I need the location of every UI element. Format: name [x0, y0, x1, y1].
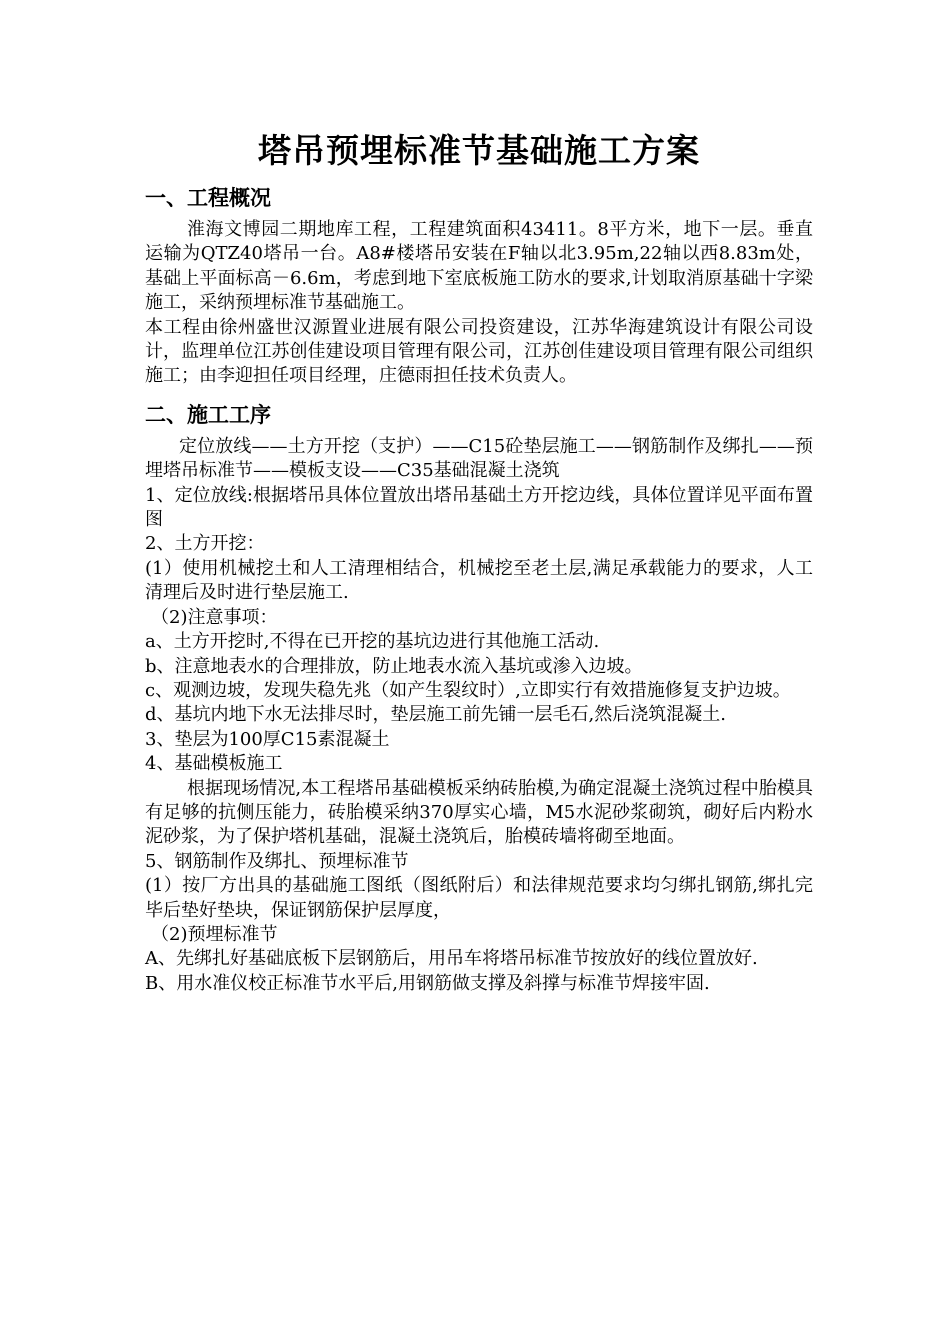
section-heading-procedure: 二、施工工序	[145, 402, 271, 427]
procedure-paragraph: 定位放线——土方开挖（支护）——C15砼垫层施工——钢筋制作及绑扎——预埋塔吊标准节——模板支设——C35基础混凝土浇筑	[145, 435, 813, 482]
document-title: 塔吊预埋标准节基础施工方案	[258, 131, 700, 170]
procedure-paragraph: d、基坑内地下水无法排尽时，垫层施工前先铺一层毛石,然后浇筑混凝土.	[145, 704, 726, 726]
procedure-paragraph: a、土方开挖时,不得在已开挖的基坑边进行其他施工活动.	[145, 631, 600, 653]
procedure-paragraph: 根据现场情况,本工程塔吊基础模板采纳砖胎模,为确定混凝土浇筑过程中胎模具有足够的抗侧压能力，砖胎模采纳370厚实心墙，M5水泥砂浆砌筑，砌好后内粉水泥砂浆，为了保护塔机基础，混凝土浇筑后，胎模砖墙将砌至地面。	[145, 777, 813, 848]
procedure-paragraph: b、注意地表水的合理排放，防止地表水流入基坑或渗入边坡。	[145, 655, 643, 677]
procedure-paragraph: （2)注意事项：	[151, 606, 278, 628]
overview-paragraph: 本工程由徐州盛世汉源置业进展有限公司投资建设，江苏华海建筑设计有限公司设计，监理单位江苏创佳建设项目管理有限公司，江苏创佳建设项目管理有限公司组织施工；由李迎担任项目经理，庄德雨担任技术负责人。	[145, 316, 813, 387]
document-page	[145, 128, 813, 996]
procedure-paragraph: (1）使用机械挖土和人工清理相结合，机械挖至老土层,满足承载能力的要求，人工清理后及时进行垫层施工.	[145, 557, 813, 604]
procedure-paragraph: B、用水准仪校正标准节水平后,用钢筋做支撑及斜撑与标准节焊接牢固.	[145, 972, 710, 994]
procedure-paragraph: 5、钢筋制作及绑扎、预埋标准节	[145, 850, 409, 872]
procedure-paragraph: 3、垫层为100厚C15素混凝土	[145, 728, 390, 750]
procedure-paragraph: 4、基础模板施工	[145, 753, 283, 775]
section-heading-overview: 一、工程概况	[145, 186, 271, 210]
overview-paragraph: 淮海文博园二期地库工程，工程建筑面积43411。8平方米，地下一层。垂直运输为QTZ40塔吊一台。A8#楼塔吊安装在F轴以北3.95m,22轴以西8.83m处，基础上平面标高－6.6m，考虑到地下室底板施工防水的要求,计划取消原基础十字梁施工，采纳预埋标准节基础施工。	[145, 219, 813, 314]
procedure-paragraph: 2、土方开挖：	[145, 533, 265, 555]
procedure-paragraph: （2)预埋标准节	[151, 923, 278, 945]
procedure-paragraph: (1）按厂方出具的基础施工图纸（图纸附后）和法律规范要求均匀绑扎钢筋,绑扎完毕后垫好垫块，保证钢筋保护层厚度，	[145, 875, 813, 921]
procedure-paragraph: c、观测边坡，发现失稳先兆（如产生裂纹时）,立即实行有效措施修复支护边坡。	[145, 679, 791, 701]
procedure-paragraph: A、先绑扎好基础底板下层钢筋后，用吊车将塔吊标准节按放好的线位置放好.	[145, 948, 758, 970]
procedure-paragraph: 1、定位放线:根据塔吊具体位置放出塔吊基础土方开挖边线，具体位置详见平面布置图	[145, 484, 813, 531]
